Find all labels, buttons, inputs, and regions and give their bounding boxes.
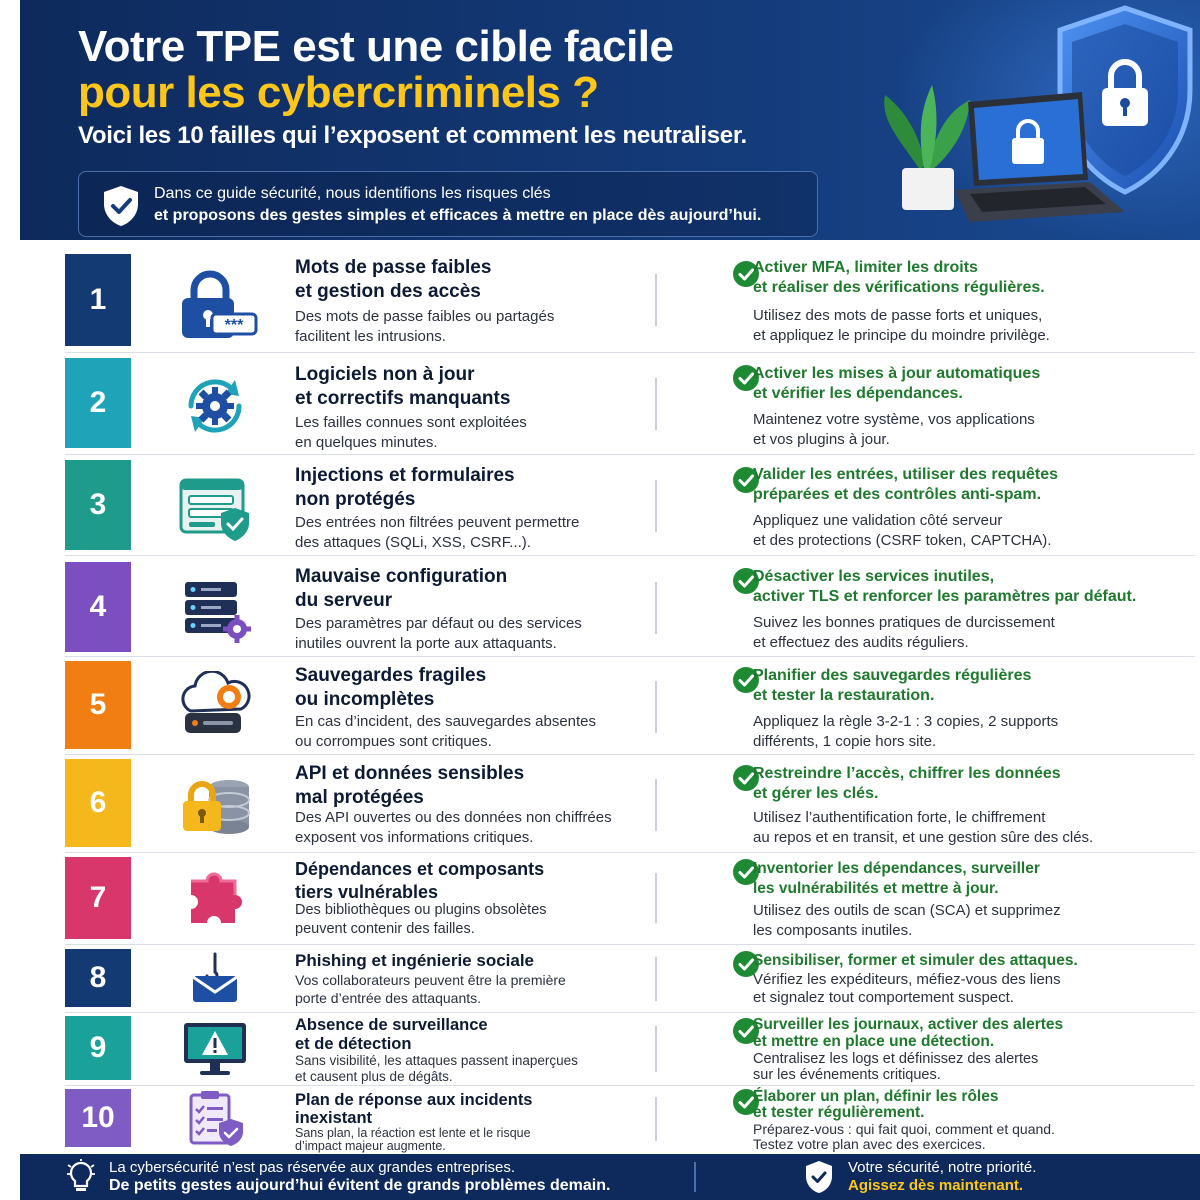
svg-text:***: ***: [224, 317, 244, 334]
solution-description: Maintenez votre système, vos applications et vos plugins à jour.: [753, 411, 1035, 448]
risk-title: Plan de réponse aux incidents inexistant: [295, 1091, 533, 1128]
item-number: 2: [65, 358, 131, 448]
risk-description: Des API ouvertes ou des données non chiffrées exposent vos informations critiques.: [295, 809, 612, 846]
item-number: 1: [65, 254, 131, 346]
footer-banner: [20, 1154, 1200, 1200]
puzzle-icon: [165, 859, 265, 939]
gear-refresh-icon: [165, 364, 265, 448]
header-banner: [20, 0, 1200, 240]
item-number: 4: [65, 562, 131, 652]
item-number: 7: [65, 857, 131, 939]
solution-title: Restreindre l’accès, chiffrer les données et gérer les clés.: [753, 765, 1061, 803]
solution-title: Valider les entrées, utiliser des requêtes préparées et des contrôles anti-spam.: [753, 466, 1059, 504]
item-number: 5: [65, 661, 131, 749]
shield-check-icon: [101, 184, 141, 228]
solution-description: Appliquez la règle 3-2-1 : 3 copies, 2 supports différents, 1 copie hors site.: [753, 713, 1059, 750]
solution-title: Surveiller les journaux, activer des alertes et mettre en place une détection.: [753, 1016, 1064, 1051]
divider: [655, 1097, 657, 1141]
list-item: [65, 358, 1195, 455]
title-line-2: pour les cybercriminels ?: [78, 68, 599, 117]
footer-left-line-1: La cybersécurité n’est pas réservée aux grandes entreprises.: [109, 1159, 516, 1176]
lock-password-icon: [165, 262, 265, 346]
divider: [655, 873, 657, 923]
risk-title: Dépendances et composants tiers vulnérables: [295, 859, 545, 902]
checklist-shield-icon: [165, 1089, 265, 1147]
item-number: 10: [65, 1089, 131, 1147]
risk-title: Mauvaise configuration du serveur: [295, 566, 508, 611]
divider: [655, 681, 657, 733]
divider: [655, 957, 657, 1001]
risk-description: Sans plan, la réaction est lente et le risque d’impact majeur augmente.: [295, 1126, 531, 1153]
risk-description: Des mots de passe faibles ou partagés facilitent les intrusions.: [295, 308, 555, 345]
solution-description: Préparez-vous : qui fait quoi, comment et quand. Testez votre plan avec des exercices.: [753, 1121, 1055, 1152]
solution-description: Suivez les bonnes pratiques de durcissement et effectuez des audits réguliers.: [753, 614, 1055, 651]
risk-description: Les failles connues sont exploitées en quelques minutes.: [295, 414, 527, 451]
intro-box: [78, 171, 818, 237]
divider: [655, 274, 657, 326]
server-gear-icon: [165, 568, 265, 652]
divider: [655, 1026, 657, 1072]
risk-description: Sans visibilité, les attaques passent inaperçues et causent plus de dégâts.: [295, 1053, 578, 1084]
phishing-mail-icon: [165, 949, 265, 1007]
divider: [655, 378, 657, 430]
list-item: [65, 949, 1195, 1013]
item-number: 3: [65, 460, 131, 550]
footer-right-line-1: Votre sécurité, notre priorité.: [848, 1159, 1037, 1176]
intro-line-1: Dans ce guide sécurité, nous identifions les risques clés: [154, 185, 551, 202]
solution-description: Appliquez une validation côté serveur et des protections (CSRF token, CAPTCHA).: [753, 512, 1052, 549]
list-item: [65, 460, 1195, 556]
list-item: [65, 1016, 1195, 1086]
footer-left-line-2: De petits gestes aujourd’hui évitent de grands problèmes demain.: [109, 1177, 611, 1194]
risk-description: Des paramètres par défaut ou des services inutiles ouvrent la porte aux attaquants.: [295, 615, 582, 652]
laptop-shield-illustration: [840, 0, 1200, 240]
risk-title: Phishing et ingénierie sociale: [295, 951, 535, 970]
solution-title: Inventorier les dépendances, surveiller les vulnérabilités et mettre à jour.: [753, 860, 1040, 897]
solution-description: Vérifiez les expéditeurs, méfiez-vous des liens et signalez tout comportement suspect.: [753, 971, 1061, 1006]
solution-title: Planifier des sauvegardes régulières et tester la restauration.: [753, 667, 1032, 705]
list-item: [65, 759, 1195, 853]
item-number: 8: [65, 949, 131, 1007]
footer-right-line-2: Agissez dès maintenant.: [848, 1177, 1024, 1194]
risk-title: Logiciels non à jour et correctifs manquants: [295, 364, 511, 409]
risk-title: API et données sensibles mal protégées: [295, 763, 525, 808]
list-item: [65, 661, 1195, 755]
list-item: [65, 1089, 1195, 1151]
risk-description: Des bibliothèques ou plugins obsolètes peuvent contenir des failles.: [295, 902, 547, 937]
risk-description: En cas d’incident, des sauvegardes absentes ou corrompues sont critiques.: [295, 713, 597, 750]
divider: [655, 480, 657, 532]
list-item: [65, 857, 1195, 945]
solution-description: Utilisez des mots de passe forts et uniques, et appliquez le principe du moindre privilège.: [753, 307, 1050, 344]
form-shield-icon: [165, 466, 265, 550]
divider: [655, 779, 657, 831]
solution-title: Désactiver les services inutiles, activer TLS et renforcer les paramètres par défaut.: [753, 568, 1137, 606]
infographic: [20, 0, 1200, 1200]
risk-title: Sauvegardes fragiles ou incomplètes: [295, 665, 487, 710]
solution-description: Utilisez l’authentification forte, le chiffrement au repos et en transit, et une gestion sûre des clés.: [753, 809, 1094, 846]
solution-description: Centralisez les logs et définissez des alertes sur les événements critiques.: [753, 1051, 1039, 1084]
subtitle: Voici les 10 failles qui l’exposent et comment les neutraliser.: [78, 122, 747, 149]
solution-title: Élaborer un plan, définir les rôles et tester régulièrement.: [753, 1088, 999, 1122]
solution-title: Activer MFA, limiter les droits et réaliser des vérifications régulières.: [753, 259, 1045, 297]
risk-title: Injections et formulaires non protégés: [295, 465, 515, 510]
risk-title: Mots de passe faibles et gestion des accès: [295, 257, 492, 302]
item-number: 9: [65, 1016, 131, 1080]
risk-title: Absence de surveillance et de détection: [295, 1016, 488, 1053]
database-lock-icon: [165, 763, 265, 847]
list-item: [65, 254, 1195, 353]
solution-title: Sensibiliser, former et simuler des attaques.: [753, 952, 1078, 969]
item-number: 6: [65, 759, 131, 847]
lightbulb-icon: [66, 1159, 96, 1195]
solution-title: Activer les mises à jour automatiques et vérifier les dépendances.: [753, 365, 1041, 403]
intro-line-2: et proposons des gestes simples et efficaces à mettre en place dès aujourd’hui.: [154, 207, 762, 224]
cloud-backup-icon: [165, 665, 265, 749]
solution-description: Utilisez des outils de scan (SCA) et supprimez les composants inutiles.: [753, 902, 1061, 939]
shield-check-icon: [804, 1159, 834, 1195]
title-line-1: Votre TPE est une cible facile: [78, 22, 674, 71]
footer-divider: [694, 1162, 696, 1192]
monitor-alert-icon: [165, 1018, 265, 1080]
list-item: [65, 562, 1195, 657]
risk-description: Des entrées non filtrées peuvent permettre des attaques (SQLi, XSS, CSRF...).: [295, 514, 580, 551]
divider: [655, 582, 657, 634]
risk-description: Vos collaborateurs peuvent être la première porte d’entrée des attaquants.: [295, 972, 566, 1007]
